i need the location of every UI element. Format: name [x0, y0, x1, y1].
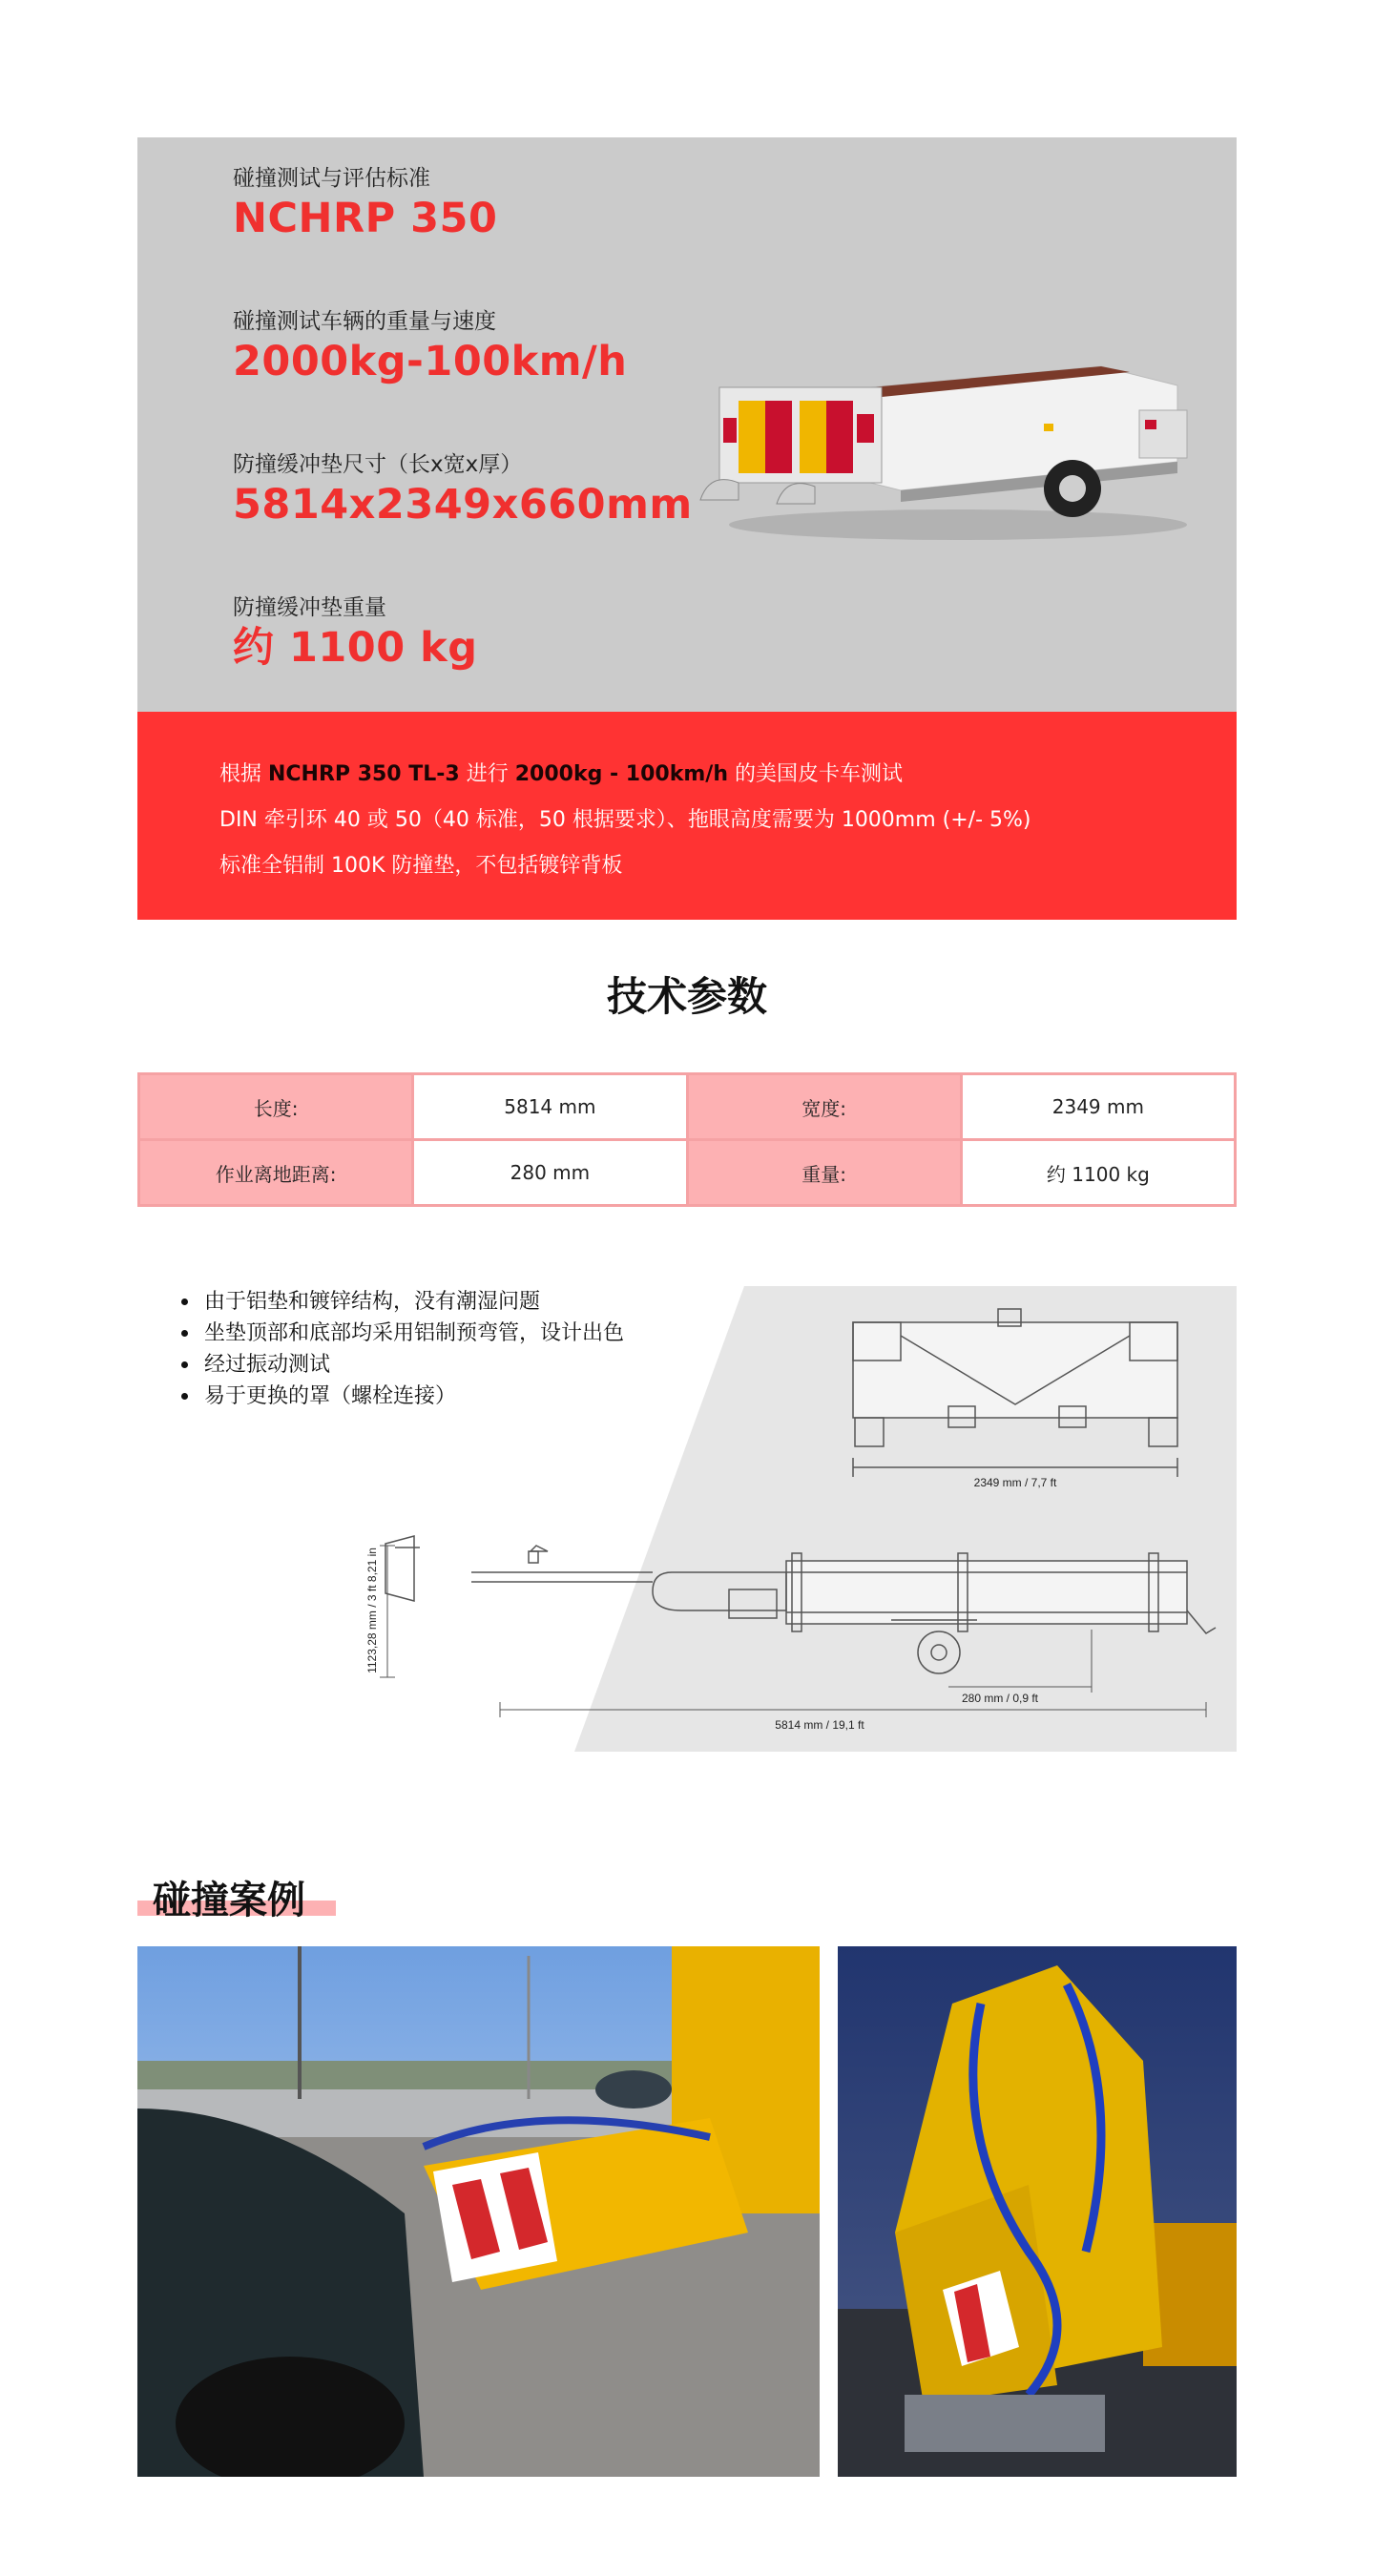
param-value: 2349 mm [961, 1074, 1235, 1140]
cases-title: 碰撞案例 [153, 1879, 305, 1922]
param-value: 约 1100 kg [961, 1140, 1235, 1206]
param-value: 5814 mm [413, 1074, 687, 1140]
cases-heading [137, 1870, 305, 1924]
spec-value: 2000kg-100km/h [233, 338, 628, 385]
table-row [139, 1074, 1236, 1140]
spec-value: NCHRP 350 [233, 195, 498, 242]
table-row [139, 1140, 1236, 1206]
height-dim-label: 1123,28 mm / 3 ft 8,21 in [365, 1548, 379, 1673]
trailer-attenuator-image [681, 357, 1197, 548]
note-line-3: 标准全铝制 100K 防撞垫，不包括镀锌背板 [219, 854, 623, 878]
param-key: 重量: [687, 1140, 961, 1206]
hero-panel [137, 137, 1237, 712]
spec-label: 碰撞测试与评估标准 [233, 166, 430, 191]
rear-view-drawing [853, 1309, 1177, 1477]
spec-vehicle [233, 307, 627, 387]
param-key: 长度: [139, 1074, 413, 1140]
clearance-dim-label: 280 mm / 0,9 ft [961, 1692, 1039, 1705]
spec-size [233, 450, 693, 530]
note-line-2: DIN 牵引环 40 或 50（40 标准，50 根据要求）、拖眼高度需要为 1000mm (+/- 5%) [219, 808, 1031, 832]
param-key: 作业离地距离: [139, 1140, 413, 1206]
spec-value: 约 1100 kg [233, 624, 478, 672]
feature-item: 由于铝垫和镀锌结构，没有潮湿问题 [176, 1286, 624, 1318]
crash-photo-roadside [137, 1946, 820, 2477]
spec-value: 5814x2349x660mm [233, 481, 693, 529]
feature-item: 坐垫顶部和底部均采用铝制预弯管，设计出色 [176, 1318, 624, 1349]
test-notes-band [137, 712, 1237, 920]
spec-standard [233, 164, 497, 244]
feature-item: 经过振动测试 [176, 1349, 624, 1381]
crash-photo-damaged-attenuator [838, 1946, 1237, 2477]
feature-item: 易于更换的罩（螺栓连接） [176, 1381, 624, 1412]
width-dim-label: 2349 mm / 7,7 ft [973, 1476, 1057, 1489]
param-key: 宽度: [687, 1074, 961, 1140]
technical-drawing [137, 1286, 1237, 1752]
length-dim-label: 5814 mm / 19,1 ft [775, 1718, 864, 1732]
params-title: 技术参数 [606, 973, 767, 1020]
spec-label: 防撞缓冲垫尺寸（长x宽x厚） [233, 452, 523, 477]
spec-label: 防撞缓冲垫重量 [233, 595, 386, 620]
note-line-1: 根据 NCHRP 350 TL-3 进行 2000kg - 100km/h 的美国皮卡车测试 [219, 762, 903, 786]
spec-weight [233, 593, 478, 674]
spec-label: 碰撞测试车辆的重量与速度 [233, 309, 496, 334]
features-section [137, 1286, 1237, 1752]
param-value: 280 mm [413, 1140, 687, 1206]
params-table [137, 1072, 1237, 1207]
